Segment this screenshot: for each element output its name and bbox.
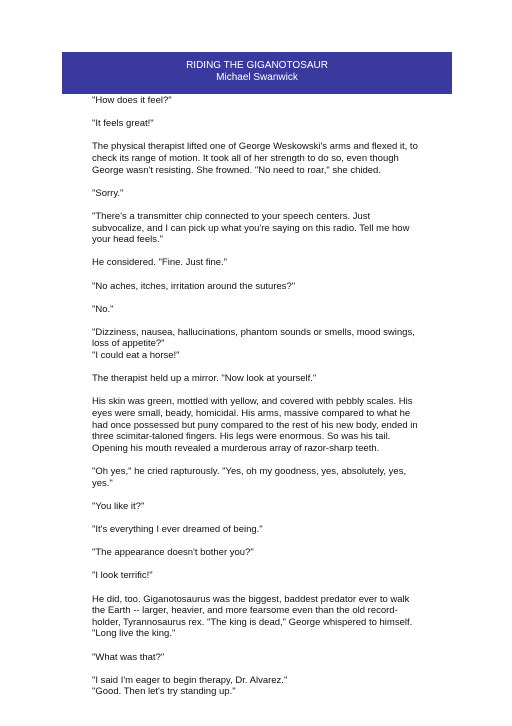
paragraph [92, 524, 422, 536]
paragraph-line: He did, too. Giganotosaurus was the biggest, baddest predator ever to walk the Earth -- larger, heavier, and more fearsome even than the old record-holder, Tyrannosaurus rex. "The king is dead," George whispered to himself. "Long live the king." [92, 593, 413, 640]
paragraph-line: "Oh yes," he cried rapturously. "Yes, oh my goodness, yes, absolutely, yes, yes." [92, 466, 407, 489]
paragraph-line: "The appearance doesn't bother you?" [92, 547, 254, 559]
paragraph-line: "Sorry." [92, 187, 124, 199]
paragraph-line: The physical therapist lifted one of George Weskowski's arms and flexed it, to check its range of motion. It took all of her strength to do so, even though George wasn't resisting. She frowned. "No need to roar," she chided. [92, 141, 418, 176]
paragraph-line: "You like it?" [92, 500, 145, 512]
paragraph-line: "I said I'm eager to begin therapy, Dr. Alvarez." [92, 674, 288, 686]
title-banner [62, 52, 452, 94]
paragraph [92, 396, 422, 454]
story-title: RIDING THE GIGANOTOSAUR [186, 60, 328, 71]
paragraph-line: "What was that?" [92, 651, 165, 663]
paragraph-line: "No aches, itches, irritation around the sutures?" [92, 280, 296, 292]
paragraph [92, 570, 422, 582]
paragraph [92, 95, 422, 107]
paragraph [92, 327, 422, 362]
paragraph [92, 304, 422, 316]
paragraph [92, 373, 422, 385]
story-body [92, 95, 422, 709]
paragraph [92, 547, 422, 559]
paragraph-line: The therapist held up a mirror. "Now look at yourself." [92, 373, 317, 385]
paragraph [92, 501, 422, 513]
paragraph-line: "Dizziness, nausea, hallucinations, phantom sounds or smells, mood swings, loss of appetite?" [92, 326, 415, 350]
paragraph [92, 675, 422, 698]
paragraph-line: "I could eat a horse!" [92, 350, 180, 362]
paragraph-line: "It's everything I ever dreamed of being." [92, 523, 263, 535]
paragraph [92, 188, 422, 200]
paragraph-line: "No." [92, 303, 114, 315]
paragraph [92, 466, 422, 489]
paragraph [92, 257, 422, 269]
paragraph [92, 118, 422, 130]
story-author: Michael Swanwick [216, 72, 298, 83]
paragraph-line: He considered. "Fine. Just fine." [92, 257, 228, 269]
paragraph-line: "I look terrific!" [92, 570, 153, 582]
paragraph-line: "It feels great!" [92, 118, 154, 130]
paragraph-line: "Good. Then let's try standing up." [92, 686, 236, 698]
paragraph [92, 281, 422, 293]
paragraph-line: His skin was green, mottled with yellow, and covered with pebbly scales. His eyes were small, beady, homicidal. His arms, massive compared to what he had once possessed but puny compared to the rest of his new body, ended in three scimitar-taloned fingers. His legs were enormous. So was his tail. Opening his mouth revealed a murderous array of razor-sharp teeth. [92, 396, 418, 454]
paragraph [92, 211, 422, 246]
paragraph [92, 141, 422, 176]
paragraph [92, 652, 422, 664]
paragraph-line: "How does it feel?" [92, 95, 172, 106]
paragraph [92, 594, 422, 640]
paragraph-line: "There's a transmitter chip connected to your speech centers. Just subvocalize, and I can pick up what you're saying on this radio. Tell me how your head feels." [92, 210, 410, 246]
